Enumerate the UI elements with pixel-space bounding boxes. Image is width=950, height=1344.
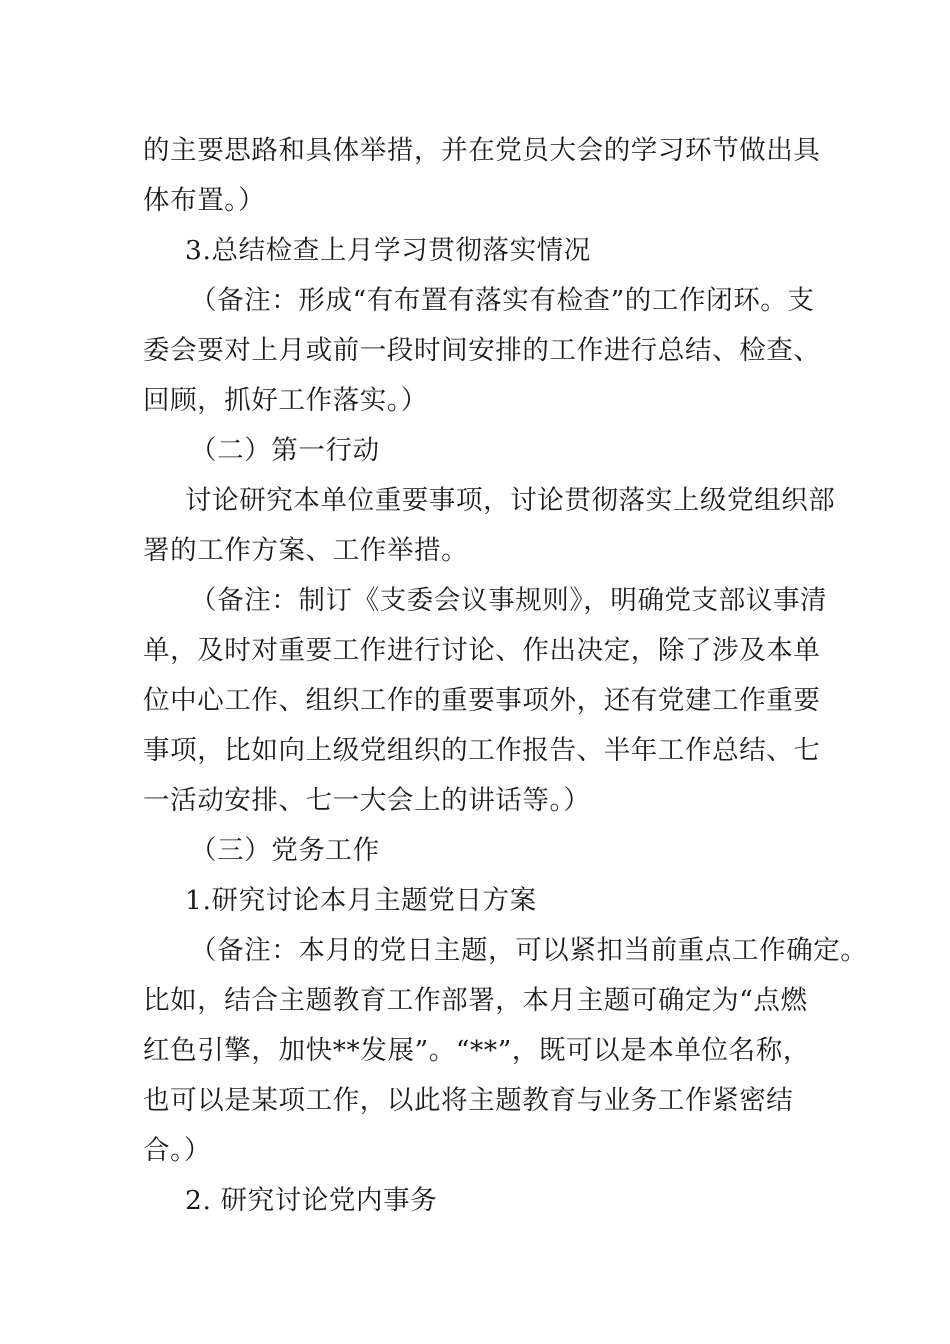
note-line: 委会要对上月或前一段时间安排的工作进行总结、检查、 <box>143 335 821 366</box>
paragraph-line: 体布置。） <box>143 185 266 216</box>
note-line: 也可以是某项工作，以此将主题教育与业务工作紧密结 <box>143 1085 794 1116</box>
note-line: （备注：形成“有布置有落实有检查”的工作闭环。支 <box>190 285 815 316</box>
note-line: （备注：本月的党日主题，可以紧扣当前重点工作确定。 <box>190 935 868 966</box>
note-line: 一活动安排、七一大会上的讲话等。） <box>143 785 591 816</box>
note-line: 合。） <box>143 1135 212 1166</box>
note-line: 回顾，抓好工作落实。） <box>143 385 428 416</box>
note-line: 红色引擎，加快**发展”。“**”，既可以是本单位名称， <box>143 1035 810 1066</box>
note-line: （备注：制订《支委会议事规则》，明确党支部议事清 <box>190 585 828 616</box>
section-heading: （二）第一行动 <box>190 435 380 466</box>
section-heading: （三）党务工作 <box>190 835 380 866</box>
paragraph-line: 的主要思路和具体举措，并在党员大会的学习环节做出具 <box>143 135 821 166</box>
section-heading: 2. 研究讨论党内事务 <box>185 1185 438 1216</box>
paragraph-line: 署的工作方案、工作举措。 <box>143 535 469 566</box>
note-line: 单，及时对重要工作进行讨论、作出决定，除了涉及本单 <box>143 635 821 666</box>
note-line: 比如，结合主题教育工作部署，本月主题可确定为“点燃 <box>143 985 808 1016</box>
paragraph-line: 讨论研究本单位重要事项，讨论贯彻落实上级党组织部 <box>185 485 836 516</box>
note-line: 事项，比如向上级党组织的工作报告、半年工作总结、七 <box>143 735 821 766</box>
section-heading: 3.总结检查上月学习贯彻落实情况 <box>185 235 591 266</box>
section-heading: 1.研究讨论本月主题党日方案 <box>185 885 537 916</box>
note-line: 位中心工作、组织工作的重要事项外，还有党建工作重要 <box>143 685 821 716</box>
